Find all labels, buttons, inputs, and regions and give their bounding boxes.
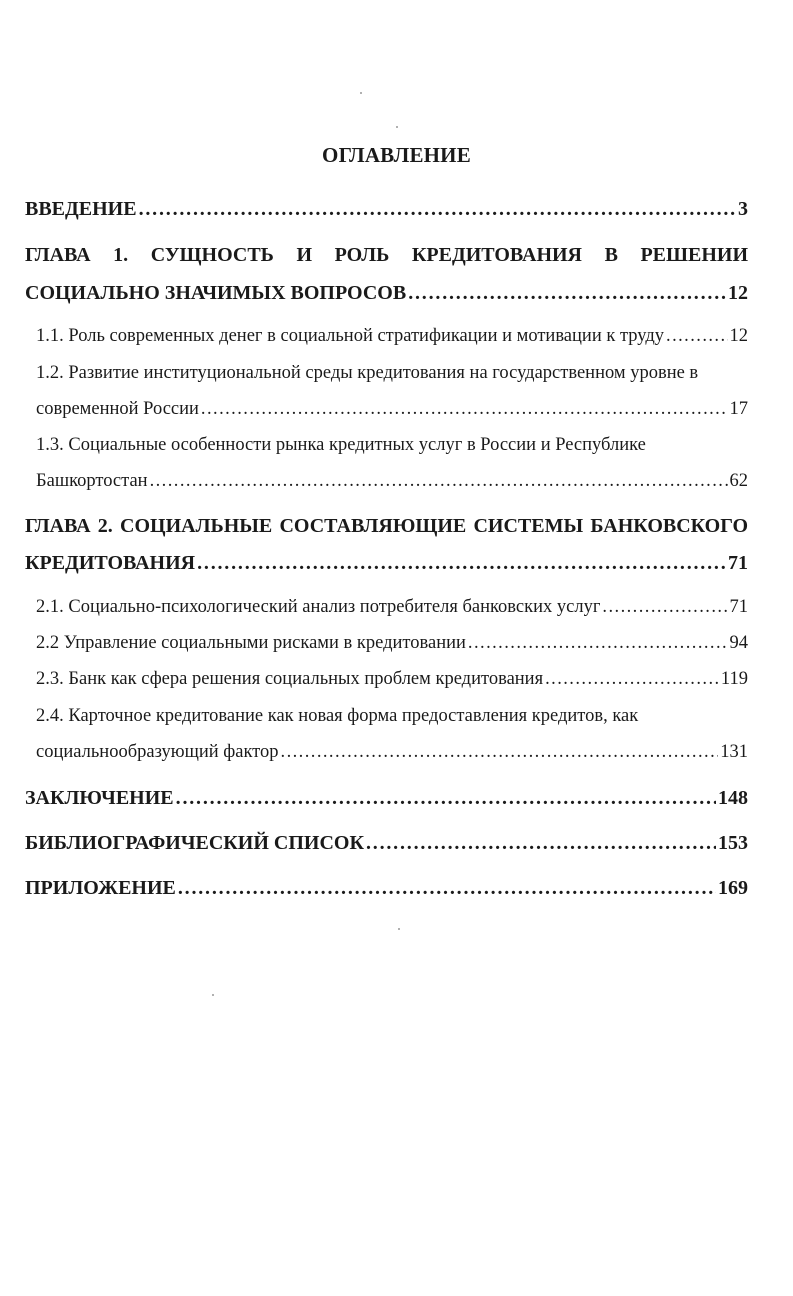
toc-page-number: 12 [728,282,748,304]
toc-page-number: 148 [718,787,748,809]
scan-speck [396,126,398,128]
leader-dots [150,471,728,492]
toc-label: 2.2 Управление социальными рисками в кредитовании [36,633,466,653]
toc-page-number: 62 [729,471,748,491]
toc-label-line-2: социальнообразующий фактор [36,742,279,762]
toc-entry-chapter-1-cont[interactable] [25,282,748,305]
toc-label-line-2: современной России [36,399,199,419]
toc-page-number: 153 [718,832,748,854]
toc-label-line-1: 1.3. Социальные особенности рынка кредитных услуг в России и Республике [36,435,646,455]
leader-dots [468,633,728,654]
toc-label: 1.1. Роль современных денег в социальной стратификации и мотивации к труду [36,326,665,346]
scan-speck [212,994,214,996]
toc-page-number: 71 [728,552,748,574]
toc-entry-section-2-1[interactable] [36,597,748,618]
toc-label-line-1: ГЛАВА 2. СОЦИАЛЬНЫЕ СОСТАВЛЯЮЩИЕ СИСТЕМЫ БАНКОВСКОГО [25,515,748,537]
leader-dots [666,326,727,347]
scan-speck [360,92,362,94]
toc-page-number: 94 [729,633,748,653]
toc-label: ПРИЛОЖЕНИЕ [25,877,176,899]
toc-entry-section-1-2[interactable] [36,363,748,384]
toc-entry-chapter-2-cont[interactable] [25,552,748,575]
toc-label-line-2: СОЦИАЛЬНО ЗНАЧИМЫХ ВОПРОСОВ [25,282,407,304]
leader-dots [197,552,726,575]
toc-entry-conclusion[interactable] [25,787,748,810]
toc-entry-section-2-3[interactable] [36,669,748,690]
toc-label-line-1: 2.4. Карточное кредитование как новая форма предоставления кредитов, как [36,706,639,726]
toc-entry-section-1-3[interactable] [36,435,748,456]
toc-entry-section-2-2[interactable] [36,633,748,654]
toc-entry-chapter-2[interactable] [25,515,748,538]
toc-page-number: 71 [729,597,748,617]
toc-label: ЗАКЛЮЧЕНИЕ [25,787,174,809]
toc-label: 2.3. Банк как сфера решения социальных проблем кредитования [36,669,544,689]
toc-entry-section-1-2-cont[interactable] [36,399,748,420]
toc-entry-section-1-3-cont[interactable] [36,471,748,492]
toc-label: ВВЕДЕНИЕ [25,198,137,220]
toc-entry-intro[interactable] [25,198,748,221]
toc-label-line-2: КРЕДИТОВАНИЯ [25,552,196,574]
leader-dots [201,399,728,420]
page-title: ОГЛАВЛЕНИЕ [322,143,471,167]
leader-dots [281,742,719,763]
toc-page-number: 169 [718,877,748,899]
toc-page-number: 131 [720,742,748,762]
toc-page-number: 3 [738,198,748,220]
leader-dots [602,597,727,618]
toc-entry-section-1-1[interactable] [36,326,748,347]
toc-label-line-2: Башкортостан [36,471,148,491]
toc-label-line-1: ГЛАВА 1. СУЩНОСТЬ И РОЛЬ КРЕДИТОВАНИЯ В РЕШЕНИИ [25,244,748,266]
toc-entry-chapter-1[interactable] [25,244,748,267]
toc-page-number: 12 [729,326,748,346]
toc-page-number: 119 [720,669,748,689]
toc-entry-section-2-4-cont[interactable] [36,742,748,763]
toc-entry-section-2-4[interactable] [36,706,748,727]
leader-dots [176,787,716,810]
toc-label-line-1: 1.2. Развитие институциональной среды кредитования на государственном уровне в [36,363,699,383]
leader-dots [545,669,719,690]
toc-entry-bibliography[interactable] [25,832,748,855]
leader-dots [366,832,716,855]
toc-label: БИБЛИОГРАФИЧЕСКИЙ СПИСОК [25,832,364,854]
toc-label: 2.1. Социально-психологический анализ потребителя банковских услуг [36,597,601,617]
leader-dots [139,198,736,221]
leader-dots [178,877,716,900]
toc-page-number: 17 [729,399,748,419]
toc-entry-appendix[interactable] [25,877,748,900]
scan-speck [398,928,400,930]
leader-dots [408,282,726,305]
